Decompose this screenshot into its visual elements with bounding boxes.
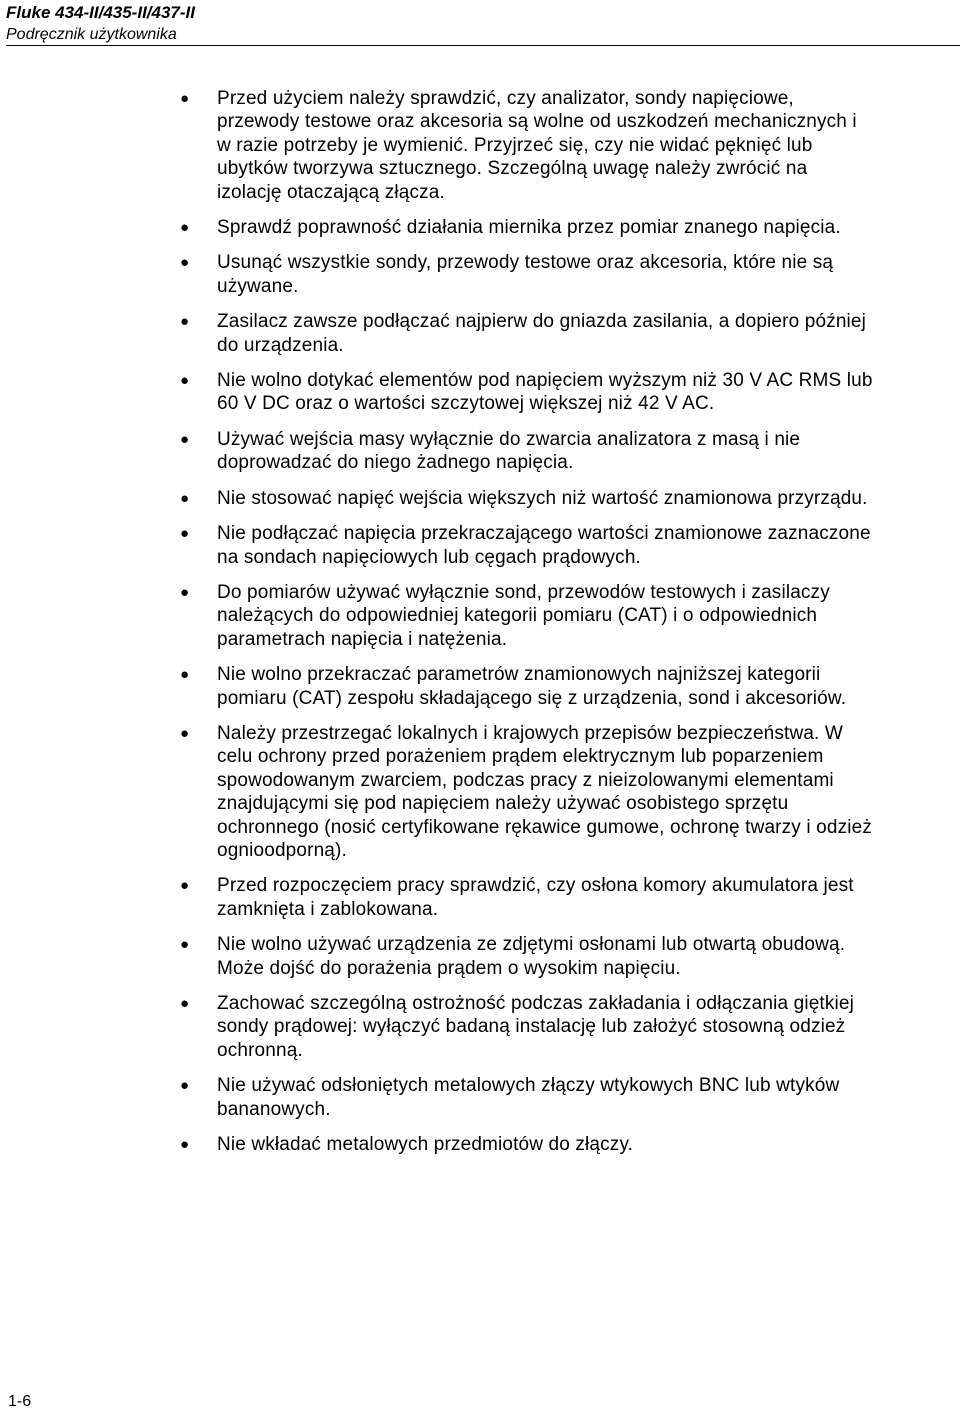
bullet-icon: ●: [180, 254, 190, 272]
page-number: 1-6: [8, 1393, 32, 1410]
header-divider: [6, 45, 960, 46]
list-item-text: Sprawdź poprawność działania miernika przez pomiar znanego napięcia.: [217, 217, 841, 239]
list-item-text: Do pomiarów używać wyłącznie sond, przewodów testowych i zasilaczy należących do odpowiedniej kategorii pomiaru (CAT) i o odpowiednich parametrach napięcia i natężenia.: [217, 581, 830, 650]
page-header: [6, 0, 960, 45]
bullet-icon: ●: [180, 219, 190, 237]
list-item: [176, 1074, 876, 1121]
bullet-icon: ●: [180, 90, 190, 107]
list-item-text: Usunąć wszystkie sondy, przewody testowe oraz akcesoria, które nie są używane.: [217, 252, 834, 297]
bullet-icon: ●: [180, 489, 190, 507]
list-item-text: Nie podłączać napięcia przekraczającego wartości znamionowe zaznaczone na sondach napięciowych lub cęgach prądowych.: [217, 523, 871, 568]
list-item-text: Zasilacz zawsze podłączać najpierw do gniazda zasilania, a dopiero później do urządzenia.: [217, 311, 867, 356]
list-item-text: Zachować szczególną ostrożność podczas zakładania i odłączania giętkiej sondy prądowej: wyłączyć badaną instalację lub założyć stosowną odzież ochronną.: [217, 993, 854, 1061]
list-item: [176, 369, 876, 416]
list-item-text: Nie stosować napięć wejścia większych niż wartość znamionowa przyrządu.: [217, 487, 868, 509]
document-title: Fluke 434-II/435-II/437-II: [6, 3, 195, 22]
list-item: [176, 487, 876, 510]
safety-warnings-list: [176, 87, 876, 1168]
list-item-text: Przed rozpoczęciem pracy sprawdzić, czy osłona komory akumulatora jest zamknięta i zablokowana.: [217, 875, 854, 920]
list-item: [176, 310, 876, 357]
list-item: [176, 722, 876, 862]
bullet-icon: ●: [180, 995, 190, 1012]
bullet-icon: ●: [180, 525, 190, 543]
list-item: [176, 428, 876, 475]
list-item-text: Nie wolno przekraczać parametrów znamionowych najniższej kategorii pomiaru (CAT) zespołu składającego się z urządzenia, sond i akcesoriów.: [217, 664, 847, 709]
document-subtitle: Podręcznik użytkownika: [6, 26, 177, 43]
list-item-text: Nie wolno dotykać elementów pod napięciem wyższym niż 30 V AC RMS lub 60 V DC oraz o wartości szczytowej większej niż 42 V AC.: [217, 370, 873, 415]
bullet-icon: ●: [180, 724, 190, 742]
list-item: [176, 663, 876, 710]
bullet-icon: ●: [180, 877, 190, 895]
list-item-text: Nie używać odsłoniętych metalowych złączy wtykowych BNC lub wtyków bananowych.: [217, 1075, 840, 1120]
list-item: [176, 581, 876, 651]
list-item-text: Nie wkładać metalowych przedmiotów do złączy.: [217, 1134, 634, 1156]
bullet-icon: ●: [180, 583, 190, 601]
bullet-icon: ●: [180, 1136, 190, 1154]
list-item: [176, 251, 876, 298]
list-item-text: Należy przestrzegać lokalnych i krajowych przepisów bezpieczeństwa. W celu ochrony przed porażeniem prądem elektrycznym lub poparzeniem spowodowanym zwarciem, podczas pracy z nieizolowanymi elementami znajdującymi się pod napięciem należy używać osobistego sprzętu ochronnego (nosić certyfikowane rękawice gumowe, ochronę twarzy i odzież ognioodporną).: [217, 722, 872, 861]
bullet-icon: ●: [180, 372, 190, 390]
list-item: [176, 992, 876, 1062]
bullet-icon: ●: [180, 430, 190, 448]
bullet-icon: ●: [180, 666, 190, 684]
bullet-icon: ●: [180, 313, 190, 331]
bullet-icon: ●: [180, 936, 190, 954]
bullet-icon: ●: [180, 1077, 190, 1095]
list-item-text: Przed użyciem należy sprawdzić, czy analizator, sondy napięciowe, przewody testowe oraz akcesoria są wolne od uszkodzeń mechanicznych i w razie potrzeby je wymienić. Przyjrzeć się, czy nie widać pęknięć lub ubytków tworzywa sztucznego. Szczególną uwagę należy zwrócić na izolację otaczającą złącza.: [217, 88, 857, 203]
list-item: [176, 933, 876, 980]
list-item: [176, 522, 876, 569]
list-item-text: Nie wolno używać urządzenia ze zdjętymi osłonami lub otwartą obudową. Może dojść do porażenia prądem o wysokim napięciu.: [217, 934, 846, 979]
list-item: [176, 1133, 876, 1156]
list-item: [176, 216, 876, 239]
list-item-text: Używać wejścia masy wyłącznie do zwarcia analizatora z masą i nie doprowadzać do niego żadnego napięcia.: [217, 428, 801, 474]
list-item: [176, 874, 876, 921]
list-item: [176, 87, 876, 204]
